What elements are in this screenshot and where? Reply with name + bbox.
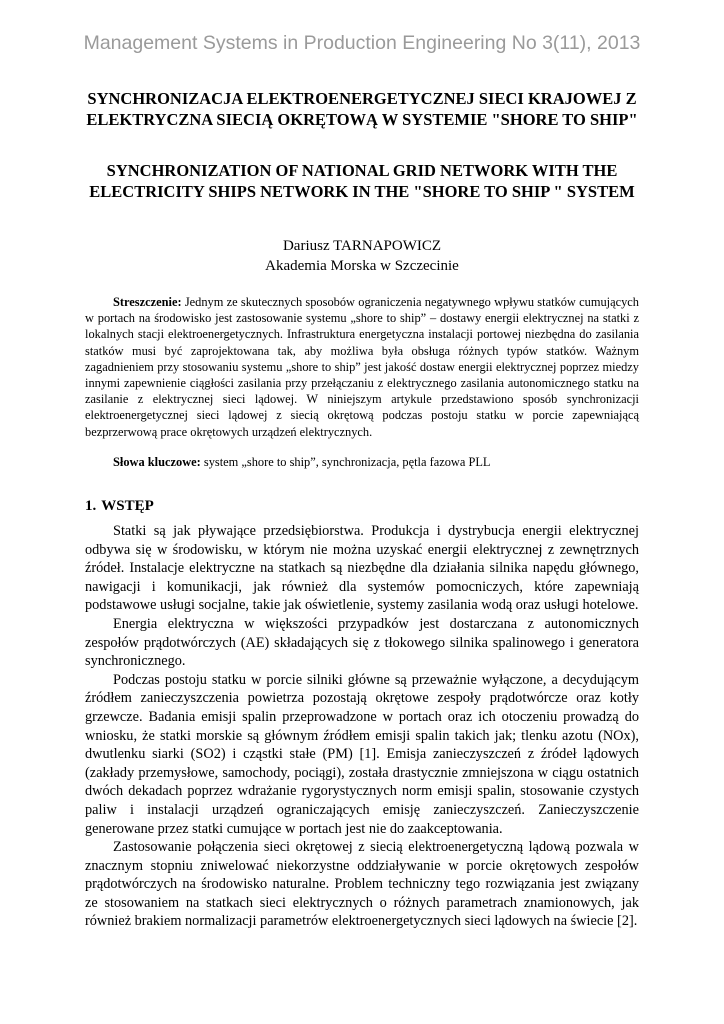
keywords-label: Słowa kluczowe:: [113, 455, 201, 469]
author-name: Dariusz TARNAPOWICZ: [282, 238, 442, 254]
abstract: [85, 294, 639, 440]
section-heading: [85, 498, 154, 515]
running-header: Management Systems in Production Engineering No 3(11), 2013: [83, 32, 641, 54]
section-number: 1.: [85, 498, 97, 514]
keywords-text: system „shore to ship”, synchronizacja, pętla fazowa PLL: [203, 455, 491, 469]
body-paragraph: Energia elektryczna w większości przypadków jest dostarczana z autonomicznych zespołów prądotwórczych (AE) składających się z tłokowego silnika spalinowego i generatora synchronicznego.: [85, 615, 639, 670]
abstract-text: Jednym ze skutecznych sposobów ograniczenia negatywnego wpływu statków cumujących w portach na środowisko jest zastosowanie systemu „shore to ship” – dostawy energii elektrycznej na statki z lokalnych stacji elektroenergetycznych. Infrastruktura energetyczna instalacji portowej niezbędna do zasilania statków musi być zaprojektowana tak, aby możliwa była obsługa różnych typów statków. Ważnym zagadnieniem przy stosowaniu systemu „shore to ship” jest jakość dostaw energii elektrycznej poprzez miedzy innymi zapewnienie ciągłości zasilania przy przełączaniu z elektrycznego zasilania autonomicznego statku na zasilanie z elektrycznej sieci lądowej. W niniejszym artykule przedstawiono sposób synchronizacji elektroenergetycznej sieci lądowej z siecią okrętową podczas postoju statku w porcie zapewniającą bezprzerwową prace okrętowych urządzeń elektrycznych.: [85, 295, 639, 439]
section-title: WSTĘP: [101, 498, 154, 514]
section-body: [85, 522, 639, 931]
author-affiliation: Akademia Morska w Szczecinie: [265, 258, 459, 274]
abstract-label: Streszczenie:: [113, 295, 182, 309]
body-paragraph: Podczas postoju statku w porcie silniki główne są przeważnie wyłączone, a decydującym źródłem zanieczyszczenia powietrza pozostają okrętowe zespoły prądotwórcze oraz kotły grzewcze. Badania emisji spalin przeprowadzone w portach oraz ich otoczeniu prowadzą do wniosku, że statki morskie są głównym źródłem emisji spalin takich jak; tlenku azotu (NOx), dwutlenku siarki (SO2) i cząstki stałe (PM) [1]. Emisja zanieczyszczeń z źródeł lądowych (zakłady przemysłowe, samochody, pociągi), została drastycznie zmniejszona w ciągu ostatnich dwóch dekadach poprzez wdrażanie rygorystycznych norm emisji spalin, stosowanie czystych paliw i instalacji urządzeń ograniczających emisję zanieczyszczeń. Zanieczyszczenie generowane przez statki cumujące w portach jest nie do zaakceptowania.: [85, 671, 639, 837]
body-paragraph: Zastosowanie połączenia sieci okrętowej z siecią elektroenergetyczną lądową pozwala w znacznym stopniu zniwelować niekorzystne oddziaływanie w porcie okrętowych zespołów prądotwórczych na środowisko naturalne. Problem techniczny tego rozwiązania jest związany ze stosowaniem na statkach sieci elektrycznych o różnych parametrach znamionowych, jak również brakiem normalizacji parametrów elektroenergetycznych sieci lądowych na świecie [2].: [85, 839, 639, 930]
keywords: [85, 454, 639, 470]
paper-title-english: SYNCHRONIZATION OF NATIONAL GRID NETWORK WITH THE ELECTRICITY SHIPS NETWORK IN THE "SHORE TO SHIP " SYSTEM: [89, 161, 635, 201]
body-paragraph: Statki są jak pływające przedsiębiorstwa. Produkcja i dystrybucja energii elektrycznej odbywa się w środowisku, w którym nie można uzyskać energii elektrycznej z zewnętrznych źródeł. Instalacje elektryczne na statkach są niezbędne dla działania silnika napędu głównego, nawigacji i komunikacji, jak również dla systemów pomocniczych, które zapewniają podstawowe usługi socjalne, takie jak oświetlenie, systemy zasilania wodą oraz usługi hotelowe.: [85, 523, 639, 614]
paper-title-polish: SYNCHRONIZACJA ELEKTROENERGETYCZNEJ SIECI KRAJOWEJ Z ELEKTRYCZNA SIECIĄ OKRĘTOWĄ W SYSTEMIE "SHORE TO SHIP": [86, 89, 638, 129]
